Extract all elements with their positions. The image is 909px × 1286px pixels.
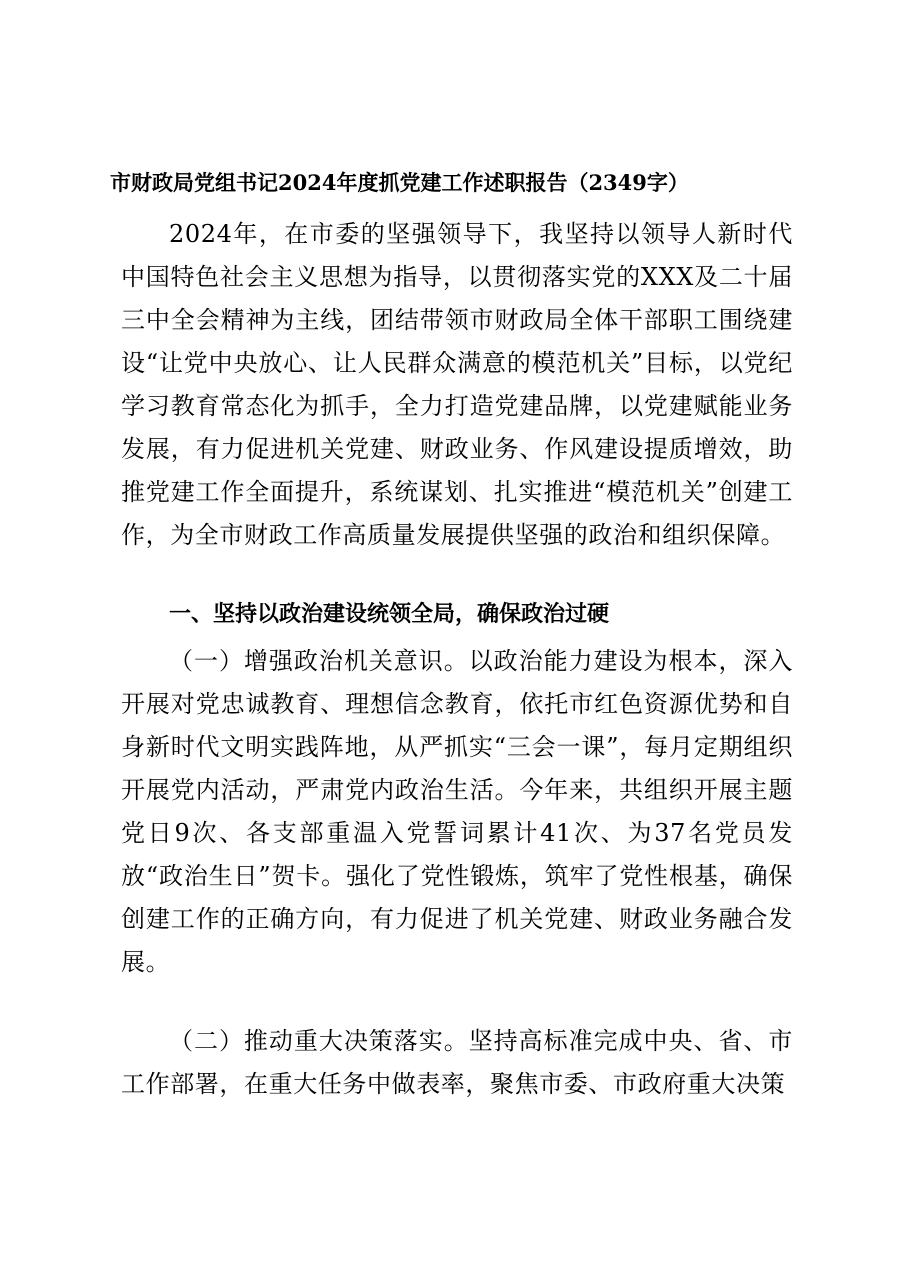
section-heading-1: 一、坚持以政治建设统领全局，确保政治过硬 (169, 602, 610, 627)
intro-paragraph: 2024年，在市委的坚强领导下，我坚持以领导人新时代中国特色社会主义思想为指导，以贯彻落实党的XXX及二十届三中全会精神为主线，团结带领市财政局全体干部职工围绕建设“让党中央放心、让人民群众满意的模范机关”目标，以党纪学习教育常态化为抓手，全力打造党建品牌，以党建赋能业务发展，有力促进机关党建、财政业务、作风建设提质增效，助推党建工作全面提升，系统谋划、扎实推进“模范机关”创建工作，为全市财政工作高质量发展提供坚强的政治和组织保障。 (121, 220, 793, 549)
subsection-paragraph-2: （二）推动重大决策落实。坚持高标准完成中央、省、市工作部署，在重大任务中做表率，聚焦市委、市政府重大决策 (121, 1027, 793, 1098)
document-title: 市财政局党组书记2024年度抓党建工作述职报告（2349字） (110, 170, 689, 195)
subsection-paragraph-1: （一）增强政治机关意识。以政治能力建设为根本，深入开展对党忠诚教育、理想信念教育，依托市红色资源优势和自身新时代文明实践阵地，从严抓实“三会一课”，每月定期组织开展党内活动，严肃党内政治生活。今年来，共组织开展主题党日9次、各支部重温入党誓词累计41次、为37名党员发放“政治生日”贺卡。强化了党性锻炼，筑牢了党性根基，确保创建工作的正确方向，有力促进了机关党建、财政业务融合发展。 (121, 647, 793, 976)
